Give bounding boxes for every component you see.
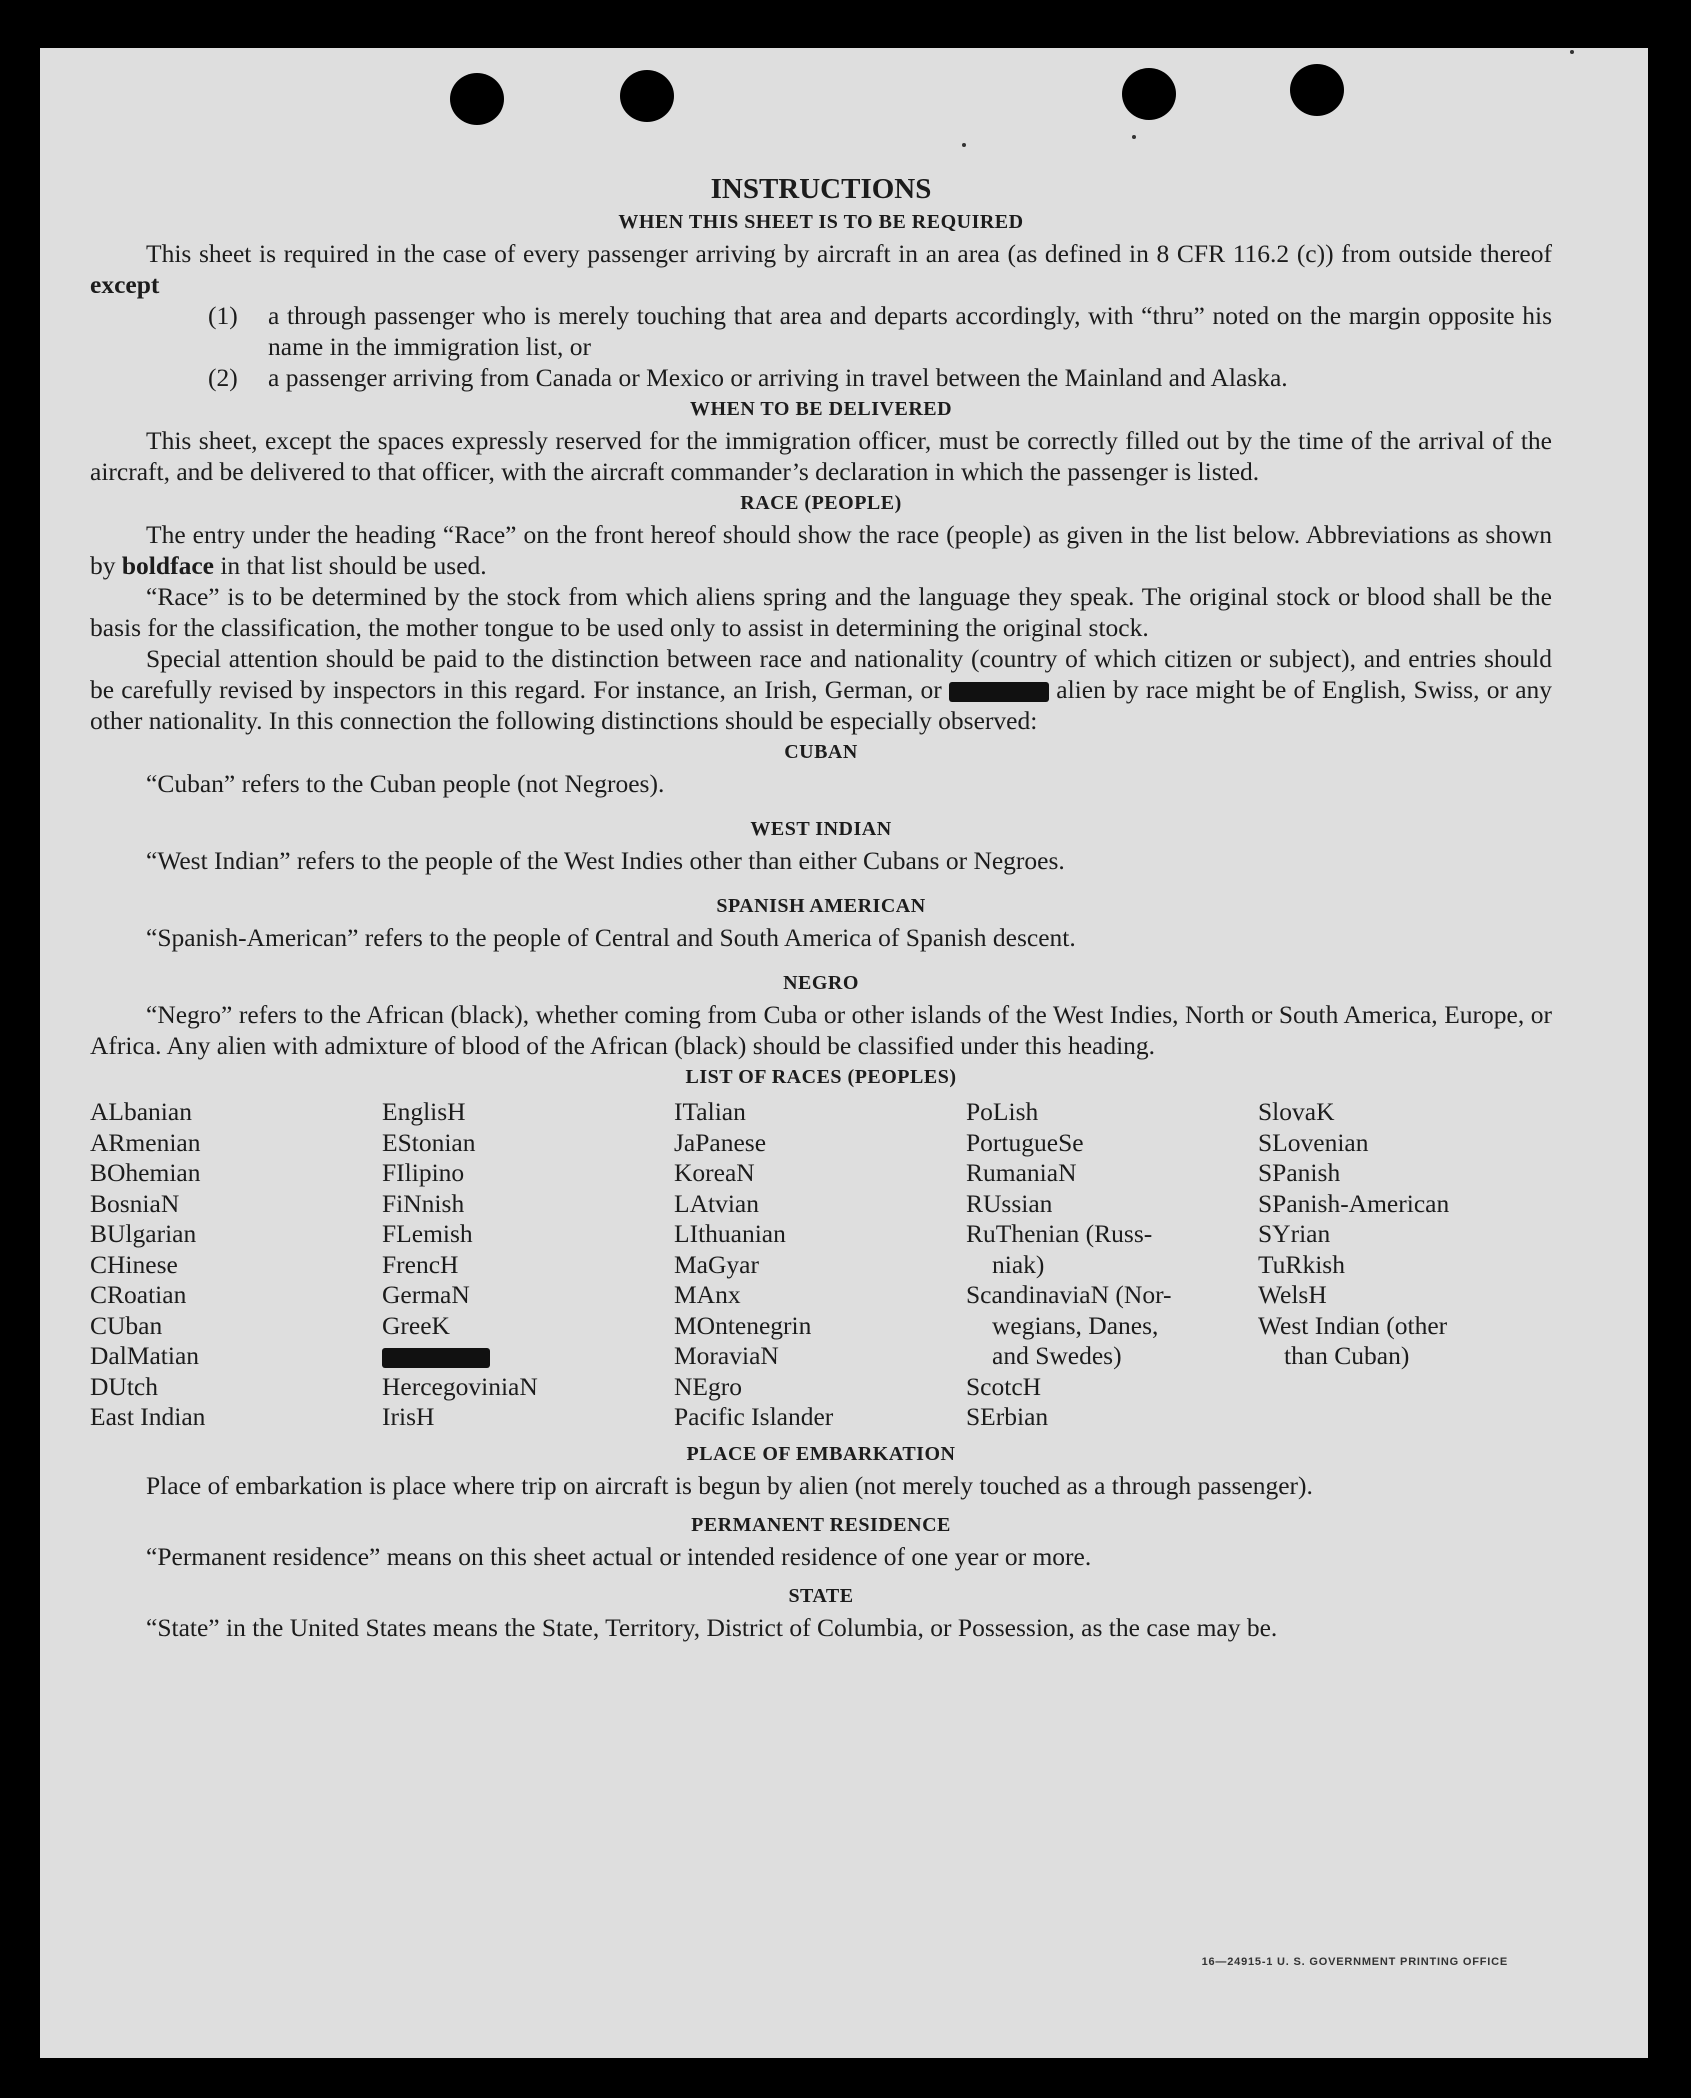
race-item: SLovenian [1258, 1127, 1369, 1157]
race-item: HercegoviniaN [382, 1371, 538, 1401]
redaction-mark [382, 1348, 490, 1368]
race-item: BOhemian [90, 1158, 201, 1187]
negro-text: “Negro” refers to the African (black), whether coming from Cuba or other islands of the West Indies, North or South America, Europe, or Africa. Any alien with admixture of blood of the African (black) should be classified under this heading. [90, 1000, 1552, 1060]
heading-cuban: CUBAN [784, 741, 858, 763]
heading-negro: NEGRO [783, 972, 859, 994]
race-item: DUtch [90, 1371, 158, 1401]
item-text: a through passenger who is merely touching that area and departs accordingly, with “thru” noted on the margin opposite his name in the immigration list, or [268, 301, 1552, 361]
race-item: RuThenian (Russ- [966, 1219, 1153, 1248]
heading-permanent-residence: PERMANENT RESIDENCE [691, 1513, 951, 1536]
item-text: a passenger arriving from Canada or Mexico or arriving in travel between the Mainland and Alaska. [268, 363, 1288, 392]
race-paragraph-2: “Race” is to be determined by the stock from which aliens spring and the language they speak. The original stock or blood shall be the basis for the classification, the mother tongue to be used only to assist in determining the original stock. [90, 582, 1552, 642]
race-item: West Indian (other [1258, 1310, 1448, 1340]
races-column [966, 1097, 1258, 1433]
race-item: IrisH [382, 1402, 435, 1431]
exception-item [208, 300, 1552, 362]
speck [1570, 50, 1574, 54]
embarkation-text: Place of embarkation is place where trip on aircraft is begun by alien (not merely touched as a through passenger). [146, 1470, 1313, 1500]
heading-embarkation: PLACE OF EMBARKATION [686, 1442, 956, 1465]
race-item: FrencH [382, 1249, 459, 1279]
race-item: CUban [90, 1310, 163, 1340]
when-delivered-text: This sheet, except the spaces expressly reserved for the immigration officer, must be correctly filled out by the time of the arrival of the aircraft, and be delivered to that officer, with the aircraft commander’s declaration in which the passenger is listed. [90, 426, 1552, 486]
race-p3-text: Special attention should be paid to the distinction between race and nationality (country of which citizen or subject), and entries should be carefully revised by inspectors in this regard. For instance, an Irish, German, or [90, 644, 1552, 704]
heading-list-of-races: LIST OF RACES (PEOPLES) [685, 1066, 957, 1088]
race-p1-text: The entry under the heading “Race” on the front hereof should show the race (people) as given in the list below. Abbreviations as shown by [90, 520, 1552, 580]
race-item: CRoatian [90, 1280, 187, 1309]
races-column [674, 1097, 966, 1433]
race-item-continued: and Swedes) [992, 1341, 1122, 1370]
race-item: MoraviaN [674, 1341, 779, 1370]
race-item: ALbanian [90, 1097, 192, 1126]
race-item: MaGyar [674, 1249, 759, 1279]
intro-text: This sheet is required in the case of every passenger arriving by aircraft in an area (as defined in 8 CFR 116.2 (c)) from outside thereof [146, 239, 1552, 268]
race-item: ScotcH [966, 1371, 1042, 1401]
item-number: (2) [208, 363, 238, 392]
state-text: “State” in the United States means the State, Territory, District of Columbia, or Possession, as the case may be. [146, 1612, 1278, 1642]
heading-state: STATE [788, 1584, 854, 1607]
race-item: ScandinaviaN (Nor- [966, 1280, 1172, 1309]
speck [962, 143, 966, 147]
race-item: NEgro [674, 1371, 742, 1401]
race-p1-end: in that list should be used. [220, 551, 487, 580]
race-item: GermaN [382, 1280, 470, 1309]
punch-hole [1290, 64, 1344, 116]
race-item: Pacific Islander [674, 1402, 834, 1431]
race-item: SPanish [1258, 1158, 1341, 1187]
race-item: PortugueSe [966, 1127, 1084, 1157]
heading-when-delivered: WHEN TO BE DELIVERED [689, 398, 953, 420]
race-item-continued: niak) [992, 1249, 1045, 1279]
item-number: (1) [208, 301, 238, 330]
document-sheet [40, 48, 1648, 2058]
heading-race: RACE (PEOPLE) [740, 492, 902, 514]
page-title: INSTRUCTIONS [710, 173, 932, 205]
race-item: SPanish-American [1258, 1188, 1450, 1218]
race-item: SYrian [1258, 1219, 1331, 1248]
heading-when-required: WHEN THIS SHEET IS TO BE REQUIRED [618, 211, 1024, 233]
race-item-continued: than Cuban) [1284, 1341, 1410, 1370]
race-item: FIlipino [382, 1158, 465, 1187]
race-item: DalMatian [90, 1341, 200, 1370]
race-item: ARmenian [90, 1127, 201, 1157]
heading-spanish-american: SPANISH AMERICAN [716, 895, 926, 917]
race-item: SlovaK [1258, 1097, 1335, 1126]
race-item-redacted [382, 1341, 674, 1372]
race-item: GreeK [382, 1310, 450, 1340]
redaction-mark [949, 682, 1049, 702]
race-paragraph-3 [90, 643, 1552, 736]
heading-west-indian: WEST INDIAN [750, 818, 892, 840]
when-required-intro [90, 238, 1552, 300]
instructions-content [90, 173, 1552, 1643]
races-column [1258, 1097, 1550, 1433]
race-item: EStonian [382, 1127, 476, 1157]
races-list [90, 1097, 1552, 1433]
race-item: BUlgarian [90, 1219, 197, 1248]
printer-imprint: 16—24915-1 U. S. GOVERNMENT PRINTING OFFICE [1201, 1956, 1508, 1968]
races-column [382, 1097, 674, 1433]
race-item: LAtvian [674, 1188, 759, 1218]
residence-text: “Permanent residence” means on this sheet actual or intended residence of one year or more. [146, 1541, 1092, 1571]
exception-item [208, 362, 1552, 393]
race-item: LIthuanian [674, 1219, 786, 1248]
punch-hole [450, 73, 504, 125]
race-item: CHinese [90, 1249, 178, 1279]
race-item: TuRkish [1258, 1249, 1345, 1279]
race-item: BosniaN [90, 1188, 180, 1218]
race-item: JaPanese [674, 1127, 767, 1157]
punch-hole [620, 70, 674, 122]
race-item: PoLish [966, 1097, 1039, 1126]
race-item: MOntenegrin [674, 1310, 812, 1340]
spanish-american-text: “Spanish-American” refers to the people of Central and South America of Spanish descent. [146, 923, 1076, 952]
race-item: FiNnish [382, 1188, 465, 1218]
race-p3-end: alien by race might be of English, Swiss, or any other nationality. In this connection the following distinctions should be especially observed: [90, 675, 1553, 735]
race-item: ITalian [674, 1097, 746, 1126]
race-item: FLemish [382, 1219, 473, 1248]
race-item: EnglisH [382, 1097, 466, 1126]
race-item: RumaniaN [966, 1158, 1077, 1187]
intro-except: except [90, 270, 160, 299]
race-item: SErbian [966, 1402, 1049, 1431]
speck [1132, 135, 1136, 139]
race-item: RUssian [966, 1188, 1053, 1218]
race-item-continued: wegians, Danes, [992, 1310, 1159, 1340]
west-indian-text: “West Indian” refers to the people of the West Indies other than either Cubans or Negroes. [146, 846, 1065, 875]
race-item: WelsH [1258, 1280, 1327, 1309]
race-item: KoreaN [674, 1158, 755, 1187]
cuban-text: “Cuban” refers to the Cuban people (not Negroes). [146, 769, 665, 798]
punch-hole [1122, 68, 1176, 120]
race-paragraph-1 [90, 519, 1552, 581]
race-item: East Indian [90, 1402, 206, 1431]
races-column [90, 1097, 382, 1433]
race-boldface: boldface [121, 551, 214, 580]
race-item: MAnx [674, 1280, 741, 1309]
